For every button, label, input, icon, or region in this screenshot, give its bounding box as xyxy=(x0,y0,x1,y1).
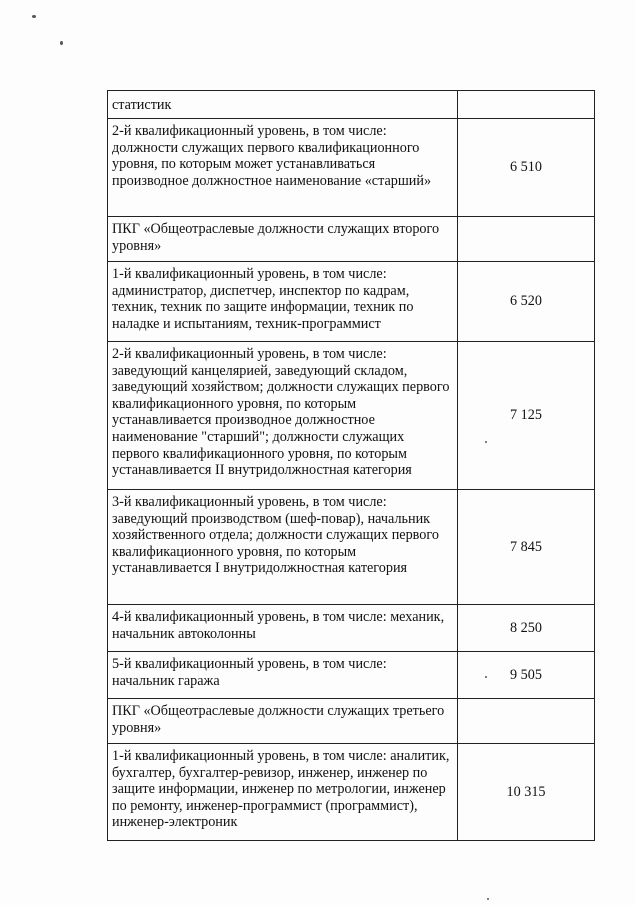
salary-value: 10 315 xyxy=(458,744,595,841)
table-row xyxy=(108,217,595,262)
position-description: 3-й квалификационный уровень, в том числе: заведующий производством (шеф-повар), начальник хозяйственного отдела; должности служащих первого квалификационного уровня, по которым устанавливается I внутридолжностная категория xyxy=(108,490,458,605)
salary-table xyxy=(107,90,595,841)
scan-speck xyxy=(32,15,36,18)
table-row xyxy=(108,490,595,605)
pkg-group-heading: ПКГ «Общеотраслевые должности служащих третьего уровня» xyxy=(108,699,458,744)
salary-value: 6 510 xyxy=(458,119,595,217)
position-description: 4-й квалификационный уровень, в том числе: механик, начальник автоколонны xyxy=(108,605,458,652)
pkg-group-heading: ПКГ «Общеотраслевые должности служащих второго уровня» xyxy=(108,217,458,262)
scan-speck xyxy=(60,41,63,45)
table-row xyxy=(108,605,595,652)
position-description: 2-й квалификационный уровень, в том числе: заведующий канцелярией, заведующий складом, заведующий хозяйством; должности служащих первого квалификационного уровня, по которым устанавливается производное должностное наименование "старший"; должности служащих первого квалификационного уровня, по которым устанавливается II внутридолжностная категория xyxy=(108,342,458,490)
position-description: 5-й квалификационный уровень, в том числе: начальник гаража xyxy=(108,652,458,699)
position-description: 1-й квалификационный уровень, в том числе: аналитик, бухгалтер, бухгалтер-ревизор, инженер, инженер по защите информации, инженер по метрологии, инженер по ремонту, инженер-программист (программист), инженер-электроник xyxy=(108,744,458,841)
scan-speck xyxy=(487,898,489,900)
table-row xyxy=(108,699,595,744)
table-row xyxy=(108,342,595,490)
table-row xyxy=(108,262,595,342)
salary-value xyxy=(458,91,595,119)
position-description: 2-й квалификационный уровень, в том числе: должности служащих первого квалификационного уровня, по которым может устанавливаться производное должностное наименование «старший» xyxy=(108,119,458,217)
position-description: 1-й квалификационный уровень, в том числе: администратор, диспетчер, инспектор по кадрам, техник, техник по защите информации, техник по наладке и испытаниям, техник-программист xyxy=(108,262,458,342)
position-description: статистик xyxy=(108,91,458,119)
salary-value: 7 125 xyxy=(458,342,595,490)
salary-value: 9 505 xyxy=(458,652,595,699)
salary-value: 8 250 xyxy=(458,605,595,652)
table-row xyxy=(108,119,595,217)
salary-value: 6 520 xyxy=(458,262,595,342)
salary-value xyxy=(458,217,595,262)
table-row xyxy=(108,744,595,841)
salary-value xyxy=(458,699,595,744)
salary-value: 7 845 xyxy=(458,490,595,605)
table-row xyxy=(108,91,595,119)
table-row xyxy=(108,652,595,699)
